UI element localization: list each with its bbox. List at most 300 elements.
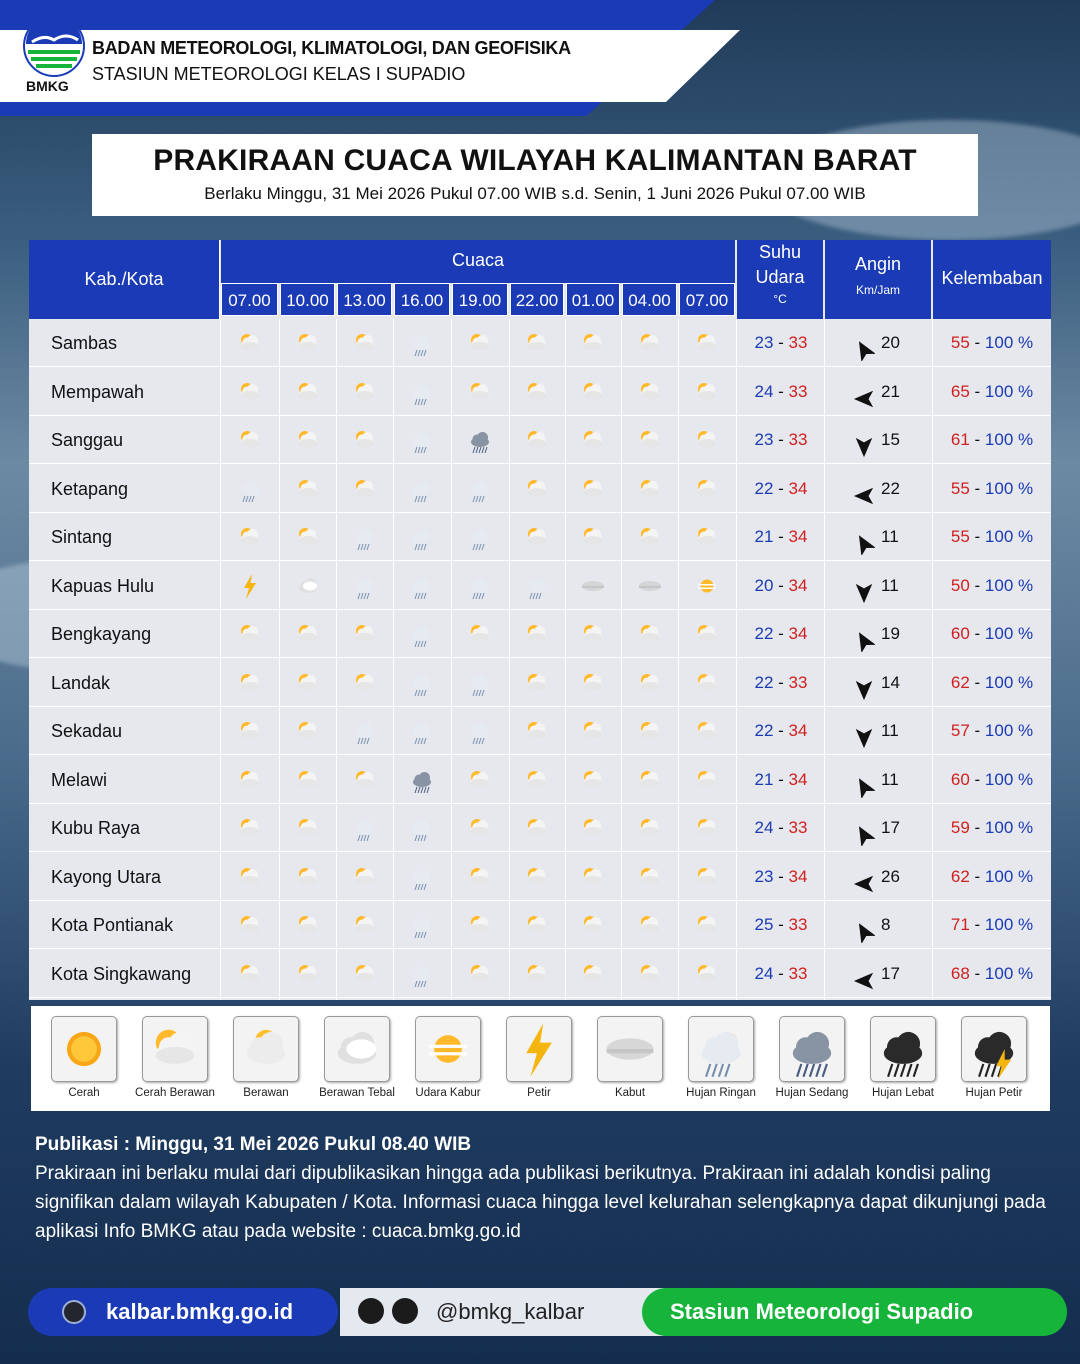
legend-label: Udara Kabur [415, 1087, 481, 1099]
partly-cloudy-icon [233, 765, 267, 795]
partly-cloudy-icon [348, 328, 382, 358]
time-header-8: 07.00 [679, 283, 735, 316]
humidity-min: 59 [950, 818, 970, 837]
wind-direction-icon [853, 381, 875, 403]
light-rain-icon [405, 571, 439, 601]
partly-cloudy-icon [142, 1016, 208, 1082]
partly-cloudy-icon [520, 425, 554, 455]
partly-cloudy-icon [520, 813, 554, 843]
publication-info [35, 1130, 1050, 1246]
heavy-rain-icon [870, 1016, 936, 1082]
light-rain-icon [688, 1016, 754, 1082]
humidity-min: 55 [950, 527, 970, 546]
partly-cloudy-icon [291, 910, 325, 940]
temperature-range: 22 - 33 [754, 672, 808, 692]
time-header-1: 10.00 [280, 283, 335, 316]
fog-icon [576, 571, 610, 601]
time-header-4: 19.00 [452, 283, 508, 316]
partly-cloudy-icon [463, 377, 497, 407]
partly-cloudy-icon [633, 474, 667, 504]
partly-cloudy-icon [633, 668, 667, 698]
header-city: Kab./Kota [29, 240, 220, 319]
weather-legend [31, 1006, 1050, 1111]
city-name: Bengkayang [51, 624, 152, 644]
partly-cloudy-icon [690, 425, 724, 455]
table-row [29, 756, 1051, 804]
partly-cloudy-icon [291, 959, 325, 989]
partly-cloudy-icon [690, 328, 724, 358]
partly-cloudy-icon [633, 765, 667, 795]
humidity-range: 55 - 100 % [950, 527, 1034, 546]
table-row [29, 465, 1051, 513]
partly-cloudy-icon [291, 813, 325, 843]
partly-cloudy-icon [690, 474, 724, 504]
sunny-icon [51, 1016, 117, 1082]
partly-cloudy-icon [576, 668, 610, 698]
humidity-max: 100 % [984, 478, 1034, 498]
wind-direction-icon [853, 769, 875, 791]
temp-min: 22 [754, 721, 774, 740]
partly-cloudy-icon [633, 959, 667, 989]
humidity-range: 60 - 100 % [950, 769, 1034, 789]
haze-icon [690, 571, 724, 601]
wind-speed: 11 [881, 527, 899, 546]
partly-cloudy-icon [690, 910, 724, 940]
page-title: PRAKIRAAN CUACA WILAYAH KALIMANTAN BARAT [153, 144, 917, 177]
time-header-5: 22.00 [510, 283, 564, 316]
legend-label: Berawan Tebal [319, 1087, 395, 1099]
wind-direction-icon [853, 429, 875, 451]
partly-cloudy-icon [348, 474, 382, 504]
wind-speed: 8 [881, 915, 891, 934]
legend-label: Petir [527, 1087, 551, 1099]
temperature-range: 24 - 33 [754, 963, 808, 983]
light-rain-icon [405, 813, 439, 843]
humidity-range: 60 - 100 % [950, 624, 1034, 643]
temp-min: 21 [754, 769, 774, 789]
wind-direction-icon [853, 332, 875, 354]
instagram-icon[interactable] [358, 1298, 384, 1324]
light-rain-icon [233, 474, 267, 504]
city-name: Sanggau [51, 430, 124, 450]
light-rain-icon [405, 522, 439, 552]
humidity-min: 60 [950, 769, 970, 789]
city-name: Mempawah [51, 381, 145, 402]
partly-cloudy-icon [520, 862, 554, 892]
legend-item [222, 1016, 310, 1099]
temperature-range: 24 - 33 [754, 818, 808, 837]
partly-cloudy-icon [633, 813, 667, 843]
time-header-2: 13.00 [337, 283, 392, 316]
overcast-icon [324, 1016, 390, 1082]
city-name: Sekadau [51, 721, 123, 741]
partly-cloudy-icon [520, 716, 554, 746]
temp-max: 33 [788, 430, 808, 449]
website-link[interactable]: kalbar.bmkg.go.id [106, 1299, 294, 1324]
haze-icon [415, 1016, 481, 1082]
light-rain-icon [405, 619, 439, 649]
temperature-range: 23 - 33 [754, 430, 808, 449]
partly-cloudy-icon [463, 862, 497, 892]
light-rain-icon [405, 328, 439, 358]
wind-speed: 19 [881, 624, 900, 643]
overcast-icon [291, 571, 325, 601]
partly-cloudy-icon [348, 377, 382, 407]
moderate-rain-icon [463, 425, 497, 455]
humidity-max: 100 % [984, 769, 1034, 789]
wind-direction-icon [853, 478, 875, 500]
column-divider [336, 319, 337, 1000]
partly-cloudy-icon [690, 813, 724, 843]
partly-cloudy-icon [520, 765, 554, 795]
city-name: Sintang [51, 527, 113, 547]
legend-label: Cerah Berawan [135, 1087, 215, 1099]
partly-cloudy-icon [576, 619, 610, 649]
partly-cloudy-icon [233, 425, 267, 455]
partly-cloudy-icon [233, 522, 267, 552]
partly-cloudy-icon [690, 668, 724, 698]
partly-cloudy-icon [690, 959, 724, 989]
temp-max: 33 [788, 818, 808, 837]
lightning-icon [233, 571, 267, 601]
partly-cloudy-icon [520, 522, 554, 552]
humidity-min: 62 [950, 866, 970, 886]
partly-cloudy-icon [576, 959, 610, 989]
humidity-range: 62 - 100 % [950, 866, 1034, 886]
legend-item [586, 1016, 674, 1099]
table-row [29, 659, 1051, 707]
light-rain-icon [348, 813, 382, 843]
table-row [29, 950, 1051, 998]
header-weather: Cuaca [221, 240, 735, 283]
city-name: Kubu Raya [51, 818, 141, 838]
partly-cloudy-icon [233, 910, 267, 940]
legend-item [859, 1016, 947, 1099]
temperature-range: 20 - 34 [754, 575, 808, 595]
temp-max: 34 [788, 721, 808, 740]
temperature-range: 23 - 33 [754, 333, 808, 352]
temperature-range: 22 - 34 [754, 624, 808, 643]
temperature-range: 23 - 34 [754, 866, 808, 886]
temp-min: 20 [754, 575, 774, 595]
humidity-min: 68 [950, 963, 970, 983]
partly-cloudy-icon [233, 619, 267, 649]
legend-item [40, 1016, 128, 1099]
partly-cloudy-icon [520, 959, 554, 989]
light-rain-icon [463, 474, 497, 504]
partly-cloudy-icon [291, 377, 325, 407]
humidity-max: 100 % [984, 866, 1034, 886]
partly-cloudy-icon [576, 813, 610, 843]
partly-cloudy-icon [576, 425, 610, 455]
partly-cloudy-icon [690, 765, 724, 795]
humidity-min: 50 [950, 575, 970, 595]
partly-cloudy-icon [633, 522, 667, 552]
light-rain-icon [520, 571, 554, 601]
partly-cloudy-icon [348, 425, 382, 455]
light-rain-icon [405, 959, 439, 989]
partly-cloudy-icon [291, 522, 325, 552]
temp-max: 34 [788, 769, 808, 789]
publication-time: Publikasi : Minggu, 31 Mei 2026 Pukul 08.40 WIB [35, 1134, 472, 1155]
humidity-range: 50 - 100 % [950, 575, 1034, 595]
temp-max: 33 [788, 381, 808, 401]
wind-direction-icon [853, 817, 875, 839]
wind-speed: 21 [881, 381, 900, 401]
thunderstorm-icon [961, 1016, 1027, 1082]
light-rain-icon [405, 668, 439, 698]
temp-min: 24 [754, 381, 774, 401]
legend-label: Kabut [614, 1087, 646, 1099]
globe-icon [62, 1300, 86, 1324]
partly-cloudy-icon [633, 716, 667, 746]
light-rain-icon [463, 522, 497, 552]
legend-item [950, 1016, 1038, 1099]
partly-cloudy-icon [576, 716, 610, 746]
wind-speed: 26 [881, 866, 900, 886]
youtube-icon[interactable] [392, 1298, 418, 1324]
partly-cloudy-icon [291, 765, 325, 795]
station-pill [642, 1288, 1067, 1336]
city-name: Sambas [51, 333, 118, 353]
column-divider [393, 319, 394, 1000]
wind-direction-icon [853, 963, 875, 985]
wind-speed: 11 [881, 769, 899, 789]
temp-max: 33 [788, 963, 808, 983]
humidity-max: 100 % [984, 527, 1034, 546]
legend-item [131, 1016, 219, 1099]
legend-label: Hujan Sedang [775, 1087, 849, 1099]
fog-icon [633, 571, 667, 601]
humidity-range: 62 - 100 % [950, 672, 1034, 692]
partly-cloudy-icon [576, 474, 610, 504]
table-row [29, 562, 1051, 610]
partly-cloudy-icon [520, 668, 554, 698]
partly-cloudy-icon [348, 765, 382, 795]
table-row [29, 368, 1051, 416]
partly-cloudy-icon [348, 862, 382, 892]
wind-speed: 15 [881, 430, 900, 449]
temp-min: 25 [754, 915, 774, 934]
humidity-min: 71 [950, 915, 970, 934]
partly-cloudy-icon [576, 328, 610, 358]
humidity-range: 59 - 100 % [950, 818, 1034, 837]
publication-note: Prakiraan ini berlaku mulai dari dipublikasikan hingga ada publikasi berikutnya. Prakiraan ini adalah kondisi paling signifikan dalam wilayah Kabupaten / Kota. Informasi cuaca hingga level kelurahan selengkapnya dapat dikunjungi pada aplikasi Info BMKG atau pada website : cuaca.bmkg.go.id [35, 1163, 1046, 1242]
table-row [29, 804, 1051, 852]
partly-cloudy-icon [348, 619, 382, 649]
humidity-min: 61 [950, 430, 970, 449]
partly-cloudy-icon [633, 425, 667, 455]
legend-item [404, 1016, 492, 1099]
temp-min: 23 [754, 866, 774, 886]
partly-cloudy-icon [233, 862, 267, 892]
legend-item [677, 1016, 765, 1099]
humidity-range: 61 - 100 % [950, 430, 1034, 449]
light-rain-icon [405, 862, 439, 892]
light-rain-icon [348, 522, 382, 552]
header-wind-unit: Km/Jam [855, 283, 900, 297]
partly-cloudy-icon [633, 328, 667, 358]
table-row [29, 901, 1051, 949]
wind-speed: 17 [881, 963, 900, 983]
title-box [92, 134, 978, 216]
lightning-icon [506, 1016, 572, 1082]
partly-cloudy-icon [233, 668, 267, 698]
humidity-range: 71 - 100 % [950, 915, 1034, 934]
column-divider [565, 319, 566, 1000]
partly-cloudy-icon [463, 328, 497, 358]
table-row [29, 319, 1051, 367]
humidity-max: 100 % [984, 818, 1034, 837]
wind-speed: 22 [881, 478, 900, 498]
time-header-3: 16.00 [394, 283, 450, 316]
table-row [29, 707, 1051, 755]
wind-direction-icon [853, 526, 875, 548]
table-row [29, 513, 1051, 561]
partly-cloudy-icon [348, 910, 382, 940]
partly-cloudy-icon [690, 619, 724, 649]
partly-cloudy-icon [233, 959, 267, 989]
city-name: Landak [51, 672, 111, 693]
cloudy-icon [233, 1016, 299, 1082]
temp-max: 34 [788, 478, 808, 498]
temperature-range: 22 - 34 [754, 721, 808, 740]
partly-cloudy-icon [576, 377, 610, 407]
agency-name: BADAN METEOROLOGI, KLIMATOLOGI, DAN GEOFISIKA [92, 38, 571, 58]
header-wind-label: Angin [854, 254, 902, 274]
temperature-range: 22 - 34 [754, 478, 808, 498]
moderate-rain-icon [779, 1016, 845, 1082]
partly-cloudy-icon [520, 474, 554, 504]
wind-direction-icon [853, 866, 875, 888]
wind-speed: 11 [881, 721, 899, 740]
temp-min: 22 [754, 624, 774, 643]
partly-cloudy-icon [520, 619, 554, 649]
light-rain-icon [348, 716, 382, 746]
light-rain-icon [405, 910, 439, 940]
partly-cloudy-icon [690, 377, 724, 407]
social-handle[interactable]: @bmkg_kalbar [436, 1299, 585, 1324]
city-name: Ketapang [51, 478, 129, 499]
partly-cloudy-icon [633, 619, 667, 649]
humidity-max: 100 % [984, 624, 1034, 643]
partly-cloudy-icon [463, 813, 497, 843]
partly-cloudy-icon [348, 959, 382, 989]
column-divider [621, 319, 622, 1000]
wind-direction-icon [853, 720, 875, 742]
city-name: Kota Pontianak [51, 915, 174, 935]
light-rain-icon [463, 668, 497, 698]
temp-max: 34 [788, 527, 808, 546]
light-rain-icon [405, 425, 439, 455]
city-name: Kayong Utara [51, 866, 162, 887]
partly-cloudy-icon [291, 668, 325, 698]
partly-cloudy-icon [463, 910, 497, 940]
partly-cloudy-icon [348, 668, 382, 698]
legend-label: Hujan Lebat [871, 1087, 935, 1099]
partly-cloudy-icon [690, 522, 724, 552]
forecast-table [29, 240, 1051, 1000]
column-divider [451, 319, 452, 1000]
temp-max: 34 [788, 575, 808, 595]
humidity-min: 55 [950, 478, 970, 498]
humidity-max: 100 % [984, 963, 1034, 983]
wind-direction-icon [853, 575, 875, 597]
city-name: Melawi [51, 769, 108, 790]
humidity-range: 68 - 100 % [950, 963, 1034, 983]
header-temp [737, 240, 823, 319]
humidity-max: 100 % [984, 915, 1034, 934]
light-rain-icon [463, 571, 497, 601]
partly-cloudy-icon [520, 377, 554, 407]
header-temp-unit: °C [773, 292, 787, 306]
temp-min: 24 [754, 818, 774, 837]
table-row [29, 416, 1051, 464]
humidity-range: 55 - 100 % [950, 333, 1034, 352]
temp-max: 34 [788, 866, 808, 886]
time-header-6: 01.00 [566, 283, 620, 316]
humidity-max: 100 % [984, 721, 1034, 740]
header-wind [825, 240, 931, 319]
humidity-range: 65 - 100 % [950, 381, 1034, 401]
partly-cloudy-icon [633, 910, 667, 940]
partly-cloudy-icon [576, 522, 610, 552]
wind-speed: 14 [881, 672, 900, 692]
partly-cloudy-icon [463, 619, 497, 649]
partly-cloudy-icon [520, 328, 554, 358]
legend-label: Berawan [243, 1087, 289, 1099]
legend-label: Cerah [68, 1087, 100, 1099]
legend-label: Hujan Petir [965, 1087, 1023, 1099]
temp-max: 33 [788, 333, 808, 352]
temperature-range: 21 - 34 [754, 527, 808, 546]
humidity-min: 62 [950, 672, 970, 692]
table-row [29, 853, 1051, 901]
partly-cloudy-icon [463, 765, 497, 795]
moderate-rain-icon [405, 765, 439, 795]
wind-direction-icon [853, 623, 875, 645]
website-pill[interactable] [28, 1288, 338, 1336]
humidity-max: 100 % [984, 575, 1034, 595]
temperature-range: 21 - 34 [754, 769, 808, 789]
temp-min: 21 [754, 527, 774, 546]
station-name: STASIUN METEOROLOGI KELAS I SUPADIO [92, 64, 466, 84]
temp-min: 22 [754, 672, 774, 692]
temp-min: 23 [754, 430, 774, 449]
partly-cloudy-icon [291, 862, 325, 892]
header-humidity: Kelembaban [933, 240, 1051, 319]
validity-period: Berlaku Minggu, 31 Mei 2026 Pukul 07.00 WIB s.d. Senin, 1 Juni 2026 Pukul 07.00 WIB [204, 184, 866, 203]
legend-label: Hujan Ringan [686, 1087, 756, 1099]
partly-cloudy-icon [633, 377, 667, 407]
column-divider [279, 319, 280, 1000]
partly-cloudy-icon [291, 716, 325, 746]
partly-cloudy-icon [576, 862, 610, 892]
humidity-max: 100 % [984, 672, 1034, 692]
humidity-range: 57 - 100 % [950, 721, 1034, 740]
temp-min: 23 [754, 333, 774, 352]
temperature-range: 25 - 33 [754, 915, 808, 934]
partly-cloudy-icon [233, 813, 267, 843]
temp-max: 33 [788, 915, 808, 934]
partly-cloudy-icon [690, 862, 724, 892]
column-divider [509, 319, 510, 1000]
light-rain-icon [405, 377, 439, 407]
time-header-0: 07.00 [221, 283, 278, 316]
logo-text: BMKG [26, 78, 69, 94]
temperature-range: 24 - 33 [754, 381, 808, 401]
legend-item [768, 1016, 856, 1099]
